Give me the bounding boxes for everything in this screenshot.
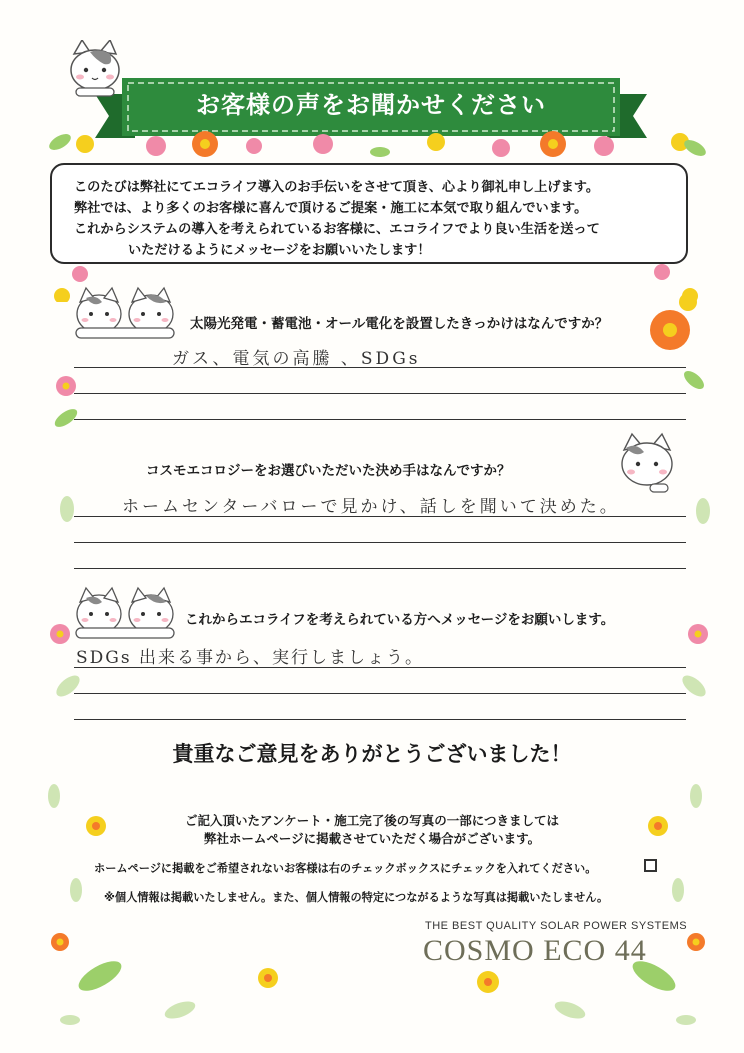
question-3-label: これからエコライフを考えられている方へメッセージをお願いします。 <box>185 612 615 628</box>
answer-line <box>74 719 686 720</box>
intro-line: これからシステムの導入を考えられているお客様に、エコライフでより良い生活を送って <box>74 222 600 237</box>
question-3-answer: SDGs 出来る事から、実行しましょう。 <box>76 648 424 668</box>
answer-line <box>74 568 686 569</box>
answer-line <box>74 693 686 694</box>
intro-line: いただけるようにメッセージをお願いいたします！ <box>128 243 431 258</box>
privacy-note: ※個人情報は掲載いたしません。また、個人情報の特定につながるような写真は掲載いたしません。 <box>104 891 609 904</box>
logo-tagline: THE BEST QUALITY SOLAR POWER SYSTEMS <box>425 920 688 932</box>
two-cats-icon <box>72 284 178 340</box>
intro-line: 弊社では、より多くのお客様に喜んで頂けるご提案・施工に本気で取り組んでいます。 <box>74 201 588 216</box>
notice-line-1: ご記入頂いたアンケート・施工完了後の写真の一部につきましては <box>184 813 559 828</box>
answer-line <box>74 419 686 420</box>
question-1-answer: ガス、電気の高騰 、SDGs <box>172 349 421 369</box>
question-2-label: コスモエコロジーをお選びいただいた決め手はなんですか？ <box>146 463 511 479</box>
two-cats-icon <box>72 584 178 640</box>
answer-line <box>74 542 686 543</box>
cat-icon <box>616 432 678 498</box>
answer-line <box>74 667 686 668</box>
notice-line-2: 弊社ホームページに掲載させていただく場合がございます。 <box>203 831 541 846</box>
flower-decoration <box>630 288 710 398</box>
opt-out-label: ホームページに掲載をご希望されないお客様は右のチェックボックスにチェックを入れてください。 <box>94 862 597 875</box>
intro-message <box>50 163 688 264</box>
flower-decoration <box>40 118 710 168</box>
company-logo: COSMO ECO 44 <box>423 934 647 967</box>
answer-line <box>74 367 686 368</box>
leaf-decoration <box>690 496 716 526</box>
page-title: お客様の声をお聞かせください <box>196 91 546 119</box>
intro-line: このたびは弊社にてエコライフ導入のお手伝いをさせて頂き、心より御礼申し上げます。 <box>74 180 600 195</box>
flower-decoration <box>676 620 720 710</box>
answer-line <box>74 516 686 517</box>
question-2-answer: ホームセンターバローで見かけ、話しを聞いて決めた。 <box>122 497 620 517</box>
flower-decoration <box>48 372 88 432</box>
cat-icon <box>66 40 124 100</box>
question-1-label: 太陽光発電・蓄電池・オール電化を設置したきっかけはなんですか？ <box>190 316 609 332</box>
answer-line <box>74 393 686 394</box>
leaf-decoration <box>54 494 80 524</box>
thanks-message: 貴重なご意見をありがとうございました！ <box>172 742 572 766</box>
